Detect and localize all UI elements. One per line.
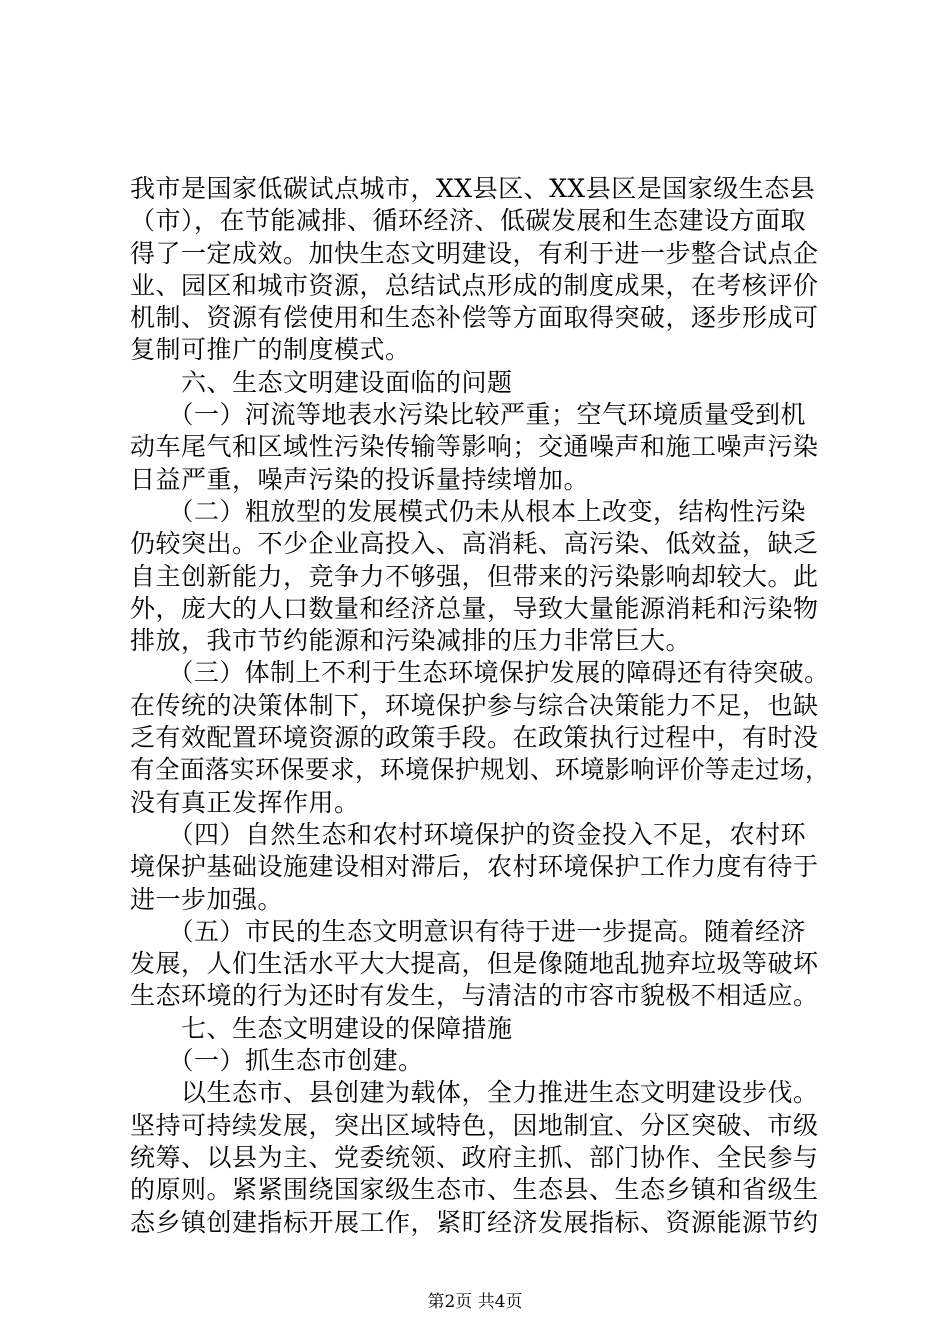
text-line: 自主创新能力，竞争力不够强，但带来的污染影响却较大。此	[130, 561, 819, 591]
paragraph	[130, 1013, 830, 1045]
text-line: 有全面落实环保要求，环境保护规划、环境影响评价等走过场，	[130, 755, 831, 785]
text-line: （一）河流等地表水污染比较严重；空气环境质量受到机	[130, 400, 807, 430]
paragraph	[130, 657, 830, 818]
paragraph	[130, 819, 830, 916]
document-body	[130, 173, 830, 1239]
text-line: 排放，我市节约能源和污染减排的压力非常巨大。	[130, 626, 692, 656]
paragraph	[130, 916, 830, 1013]
text-line: （二）粗放型的发展模式仍未从根本上改变，结构性污染	[130, 496, 807, 526]
text-line: 没有真正发挥作用。	[130, 787, 360, 817]
text-line: 复制可推广的制度模式。	[130, 335, 411, 365]
text-line: 发展，人们生活水平大大提高，但是像随地乱抛弃垃圾等破坏	[130, 949, 819, 979]
text-line: 机制、资源有偿使用和生态补偿等方面取得突破，逐步形成可	[130, 303, 819, 333]
text-line: 在传统的决策体制下，环境保护参与综合决策能力不足，也缺	[130, 690, 819, 720]
text-line: 业、园区和城市资源，总结试点形成的制度成果，在考核评价	[130, 270, 819, 300]
text-line: （五）市民的生态文明意识有待于进一步提高。随着经济	[130, 916, 807, 946]
text-line: 进一步加强。	[130, 884, 284, 914]
text-line: （三）体制上不利于生态环境保护发展的障碍还有待突破。	[130, 658, 830, 688]
text-line: 七、生态文明建设的保障措施	[130, 1013, 513, 1043]
text-line: 日益严重，噪声污染的投诉量持续增加。	[130, 464, 590, 494]
paragraph	[130, 367, 830, 399]
text-line: （一）抓生态市创建。	[130, 1046, 424, 1076]
text-line: 的原则。紧紧围绕国家级生态市、生态县、生态乡镇和省级生	[130, 1175, 819, 1205]
text-line: 得了一定成效。加快生态文明建设，有利于进一步整合试点企	[130, 238, 819, 268]
paragraph	[130, 173, 830, 367]
text-line: （四）自然生态和农村环境保护的资金投入不足，农村环	[130, 819, 807, 849]
text-line: 以生态市、县创建为载体，全力推进生态文明建设步伐。	[130, 1078, 819, 1108]
text-line: 六、生态文明建设面临的问题	[130, 367, 513, 397]
text-line: 我市是国家低碳试点城市，XX县区、XX县区是国家级生态县	[130, 174, 816, 203]
paragraph	[130, 399, 830, 496]
text-line: 乏有效配置环境资源的政策手段。在政策执行过程中，有时没	[130, 723, 819, 753]
paragraph	[130, 1077, 830, 1238]
paragraph	[130, 496, 830, 657]
paragraph	[130, 1045, 830, 1077]
text-line: 态乡镇创建指标开展工作，紧盯经济发展指标、资源能源节约	[130, 1207, 819, 1237]
text-line: 仍较突出。不少企业高投入、高消耗、高污染、低效益，缺乏	[130, 529, 819, 559]
text-line: （市），在节能减排、循环经济、低碳发展和生态建设方面取	[130, 206, 807, 236]
text-line: 动车尾气和区域性污染传输等影响；交通噪声和施工噪声污染	[130, 432, 819, 462]
text-line: 坚持可持续发展，突出区域特色，因地制宜、分区突破、市级	[130, 1110, 819, 1140]
text-line: 统筹、以县为主、党委统领、政府主抓、部门协作、全民参与	[130, 1142, 819, 1172]
text-line: 外，庞大的人口数量和经济总量，导致大量能源消耗和污染物	[130, 593, 819, 623]
text-line: 境保护基础设施建设相对滞后，农村环境保护工作力度有待于	[130, 852, 819, 882]
page-footer: 第2页 共4页	[427, 1292, 523, 1312]
text-line: 生态环境的行为还时有发生，与清洁的市容市貌极不相适应。	[130, 981, 819, 1011]
